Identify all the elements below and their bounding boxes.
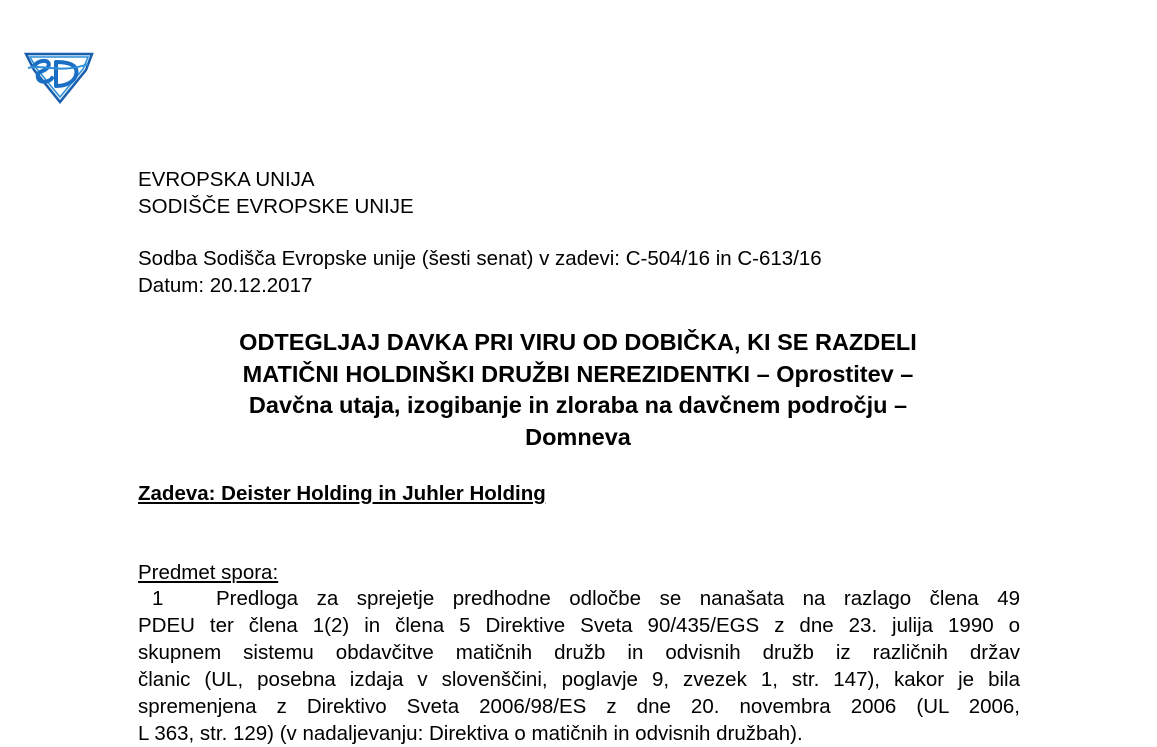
paragraph-text-line: spremenjena z Direktivo Sveta 2006/98/ES z dne 20. novembra 2006 (UL 2006, <box>138 695 1020 718</box>
paragraph-text-line: Predloga za sprejetje predhodne odločbe se nanašata na razlago člena 49 <box>216 587 1020 610</box>
judgment-line: Sodba Sodišča Evropske unije (šesti senat) v zadevi: C-504/16 in C-613/16 <box>138 247 822 270</box>
case-info <box>138 245 822 299</box>
headline-line-1: ODTEGLJAJ DAVKA PRI VIRU OD DOBIČKA, KI SE RAZDELI <box>239 329 917 355</box>
subject-paragraph <box>138 585 1020 747</box>
document-headline <box>138 327 1018 453</box>
headline-line-3: Davčna utaja, izogibanje in zloraba na davčnem področju – <box>248 392 908 418</box>
paragraph-number: 1 <box>152 587 164 610</box>
paragraph-text-line: PDEU ter člena 1(2) in člena 5 Direktive Sveta 90/435/EGS z dne 23. julija 1990 o <box>138 614 1020 637</box>
subject-label: Predmet spora: <box>138 561 279 584</box>
case-parties: Zadeva: Deister Holding in Juhler Holding <box>138 482 546 505</box>
paragraph-text-line: skupnem sistemu obdavčitve matičnih družb in odvisnih družb iz različnih držav <box>138 641 1020 664</box>
sd-shield-logo-icon <box>22 48 96 104</box>
paragraph-line-1 <box>138 585 1020 612</box>
org-line-2: SODIŠČE EVROPSKE UNIJE <box>138 195 414 218</box>
headline-line-4: Domneva <box>525 423 631 450</box>
court-heading <box>138 166 414 220</box>
date-line: Datum: 20.12.2017 <box>138 274 313 297</box>
headline-line-2: MATIČNI HOLDINŠKI DRUŽBI NEREZIDENTKI – Oprostitev – <box>242 360 914 387</box>
paragraph-text-line: L 363, str. 129) (v nadaljevanju: Direktiva o matičnih in odvisnih družbah). <box>138 722 803 745</box>
court-logo <box>22 48 96 104</box>
org-line-1: EVROPSKA UNIJA <box>138 168 315 191</box>
paragraph-text-line: članic (UL, posebna izdaja v slovenščini, poglavje 9, zvezek 1, str. 147), kakor je bila <box>138 668 1020 691</box>
